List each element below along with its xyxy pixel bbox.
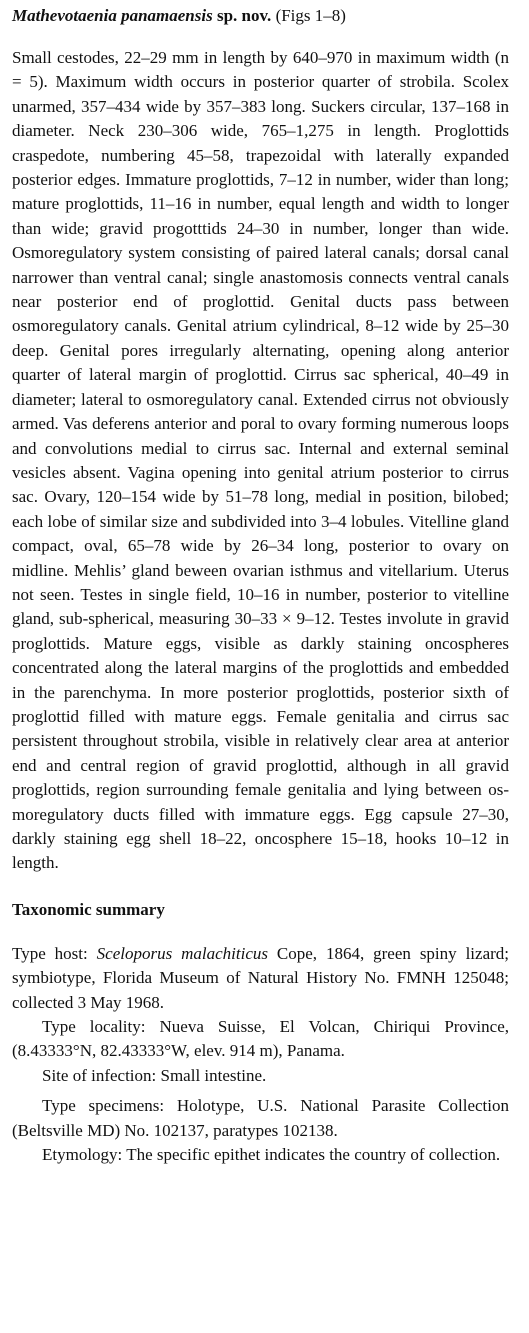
type-host-paragraph xyxy=(12,942,509,1015)
article-page xyxy=(12,4,509,1167)
species-status: sp. nov. xyxy=(216,6,272,25)
taxonomic-summary-title: Taxonomic summary xyxy=(12,899,165,919)
type-host-label: Type host: xyxy=(12,943,97,963)
species-heading xyxy=(12,4,509,28)
taxonomic-summary xyxy=(12,942,509,1168)
type-locality-paragraph: Type locality: Nueva Suisse, El Volcan, Chiriqui Province, (8.43333°N, 82.43333°W, elev. 914 m), Panama. xyxy=(12,1017,509,1061)
type-specimens-paragraph: Type specimens: Holotype, U.S. National Parasite Collection (Beltsville MD) No. 102137, paratypes 102138. xyxy=(12,1096,509,1140)
species-name: Mathevotaenia panamaensis xyxy=(12,6,213,25)
type-host-text: Cope, 1864, green spiny lizard; symbiotype, Florida Museum of Natural History No. FMNH 125048; collected 3 May 1968. xyxy=(12,943,509,1012)
site-of-infection-paragraph: Site of infection: Small intestine. xyxy=(42,1065,267,1085)
species-description: Small cestodes, 22–29 mm in length by 640–970 in maximum width (n = 5). Maximum width occurs in posterior quarter of strobila. Scolex unarmed, 357–434 wide by 357–383 long. Suckers circular, 137–168 in diameter. Neck 230–306 wide, 765–1,275 in length. Proglottids craspedote, numbering 45–58, trapezoidal with laterally expanded posterior edges. Immature proglottids, 7–12 in number, wider than long; mature proglottids, 11–16 in number, equal length and width to longer than wide; gravid progotttids 24–30 in number, longer than wide. Osmoregulatory system consisting of paired lateral canals; dorsal canal narrower than ventral canal; single anastomosis connects ventral canals near posterior end of proglottid. Genital ducts pass between osmoregulatory canals. Genital atrium cylindrical, 8–12 wide by 25–30 deep. Genital pores irregularly alternating, opening along anterior quarter of lateral margin of proglottid. Cirrus sac spherical, 40–49 in diameter; lateral to osmoregulatory canal. Extended cirrus not obviously armed. Vas deferens anterior and poral to ovary forming numerous loops and convolutions medial to cirrus sac. Internal and external seminal vesicles absent. Vagina opening into genital atrium posterior to cirrus sac. Ovary, 120–154 wide by 51–78 long, medial in position, bilobed; each lobe of similar size and subdivided into 3–4 lobules. Vitelline gland compact, oval, 65–78 wide by 26–34 long, posterior to ovary on midline. Mehlis’ gland beween ovarian isthmus and vitellarium. Uterus not seen. Testes in single field, 10–16 in number, posterior to vitelline gland, sub-spherical, measuring 30–33 × 9–12. Testes involute in gravid proglottids. Mature eggs, visible as darkly staining oncospheres concentrated along the lateral margins of the proglottids and embedded in the parenchyma. In more posterior proglottids, posterior sixth of proglottid filled with mature eggs. Female genitalia and cirrus sac persistent throughout strobila, visible in relatively clear area at anterior end and central region of gravid proglottid, although in all gravid proglottids, region surrounding female genitalia and lying between osmoregulatory ducts filled with immature eggs. Egg capsule 27–30, darkly staining egg shell 18–22, oncosphere 15–18, hooks 10–12 in length. xyxy=(12,48,509,873)
figure-reference: (Figs 1–8) xyxy=(275,6,346,25)
etymology-paragraph: Etymology: The specific epithet indicates the country of collection. xyxy=(42,1145,501,1165)
type-host-name: Sceloporus malachiticus xyxy=(96,943,268,963)
